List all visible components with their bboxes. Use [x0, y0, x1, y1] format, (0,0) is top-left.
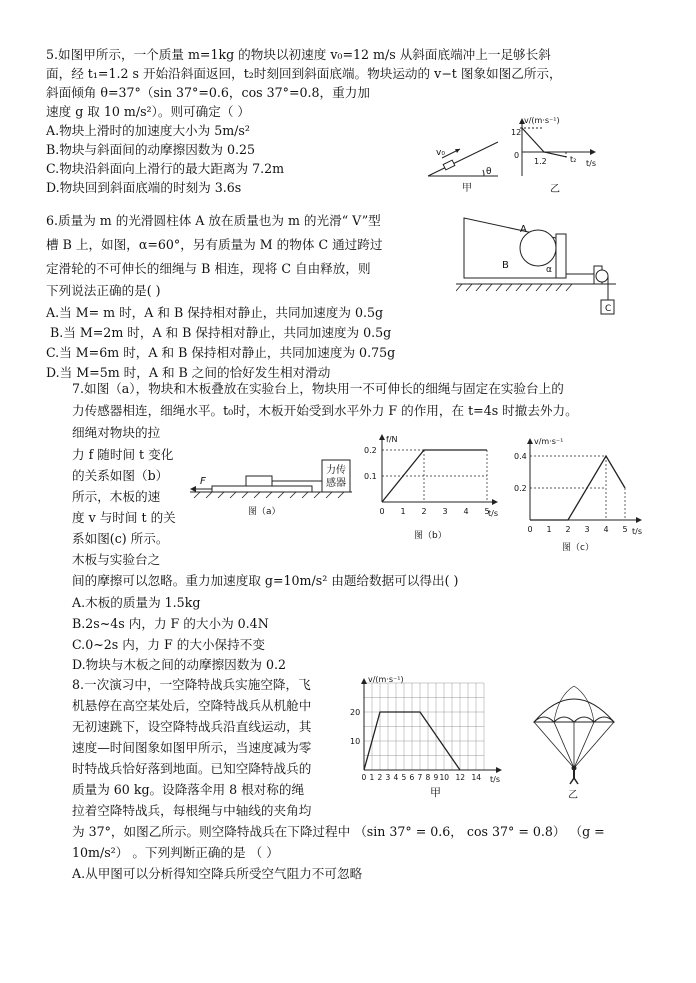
q7-line-2: 力传感器相连，细绳水平。t₀时，木板开始受到水平外力 F 的作用，在 t=4s 时撤去外力。: [72, 403, 578, 418]
q8-xtick-10: 10: [439, 773, 450, 782]
q8-xtick-14: 14: [471, 773, 482, 782]
q7c-ytick-0.2: 0.2: [514, 484, 527, 493]
q6-option-c: C.当 M=6m 时，A 和 B 保持相对静止，共同加速度为 0.75g: [46, 345, 396, 360]
q5-series: [520, 127, 567, 157]
q7-option-b: B.2s~4s 内，力 F 的大小为 0.4N: [72, 616, 269, 631]
q6-line-3: 定滑轮的不可伸长的细绳与 B 相连，现将 C 自由释放，则: [46, 261, 371, 276]
q8-line-1: 8.一次演习中，一空降特战兵实施空降，飞: [72, 677, 311, 692]
q8-ytick-10: 10: [350, 737, 361, 746]
q7-line-3: 细绳对物块的拉: [72, 425, 161, 440]
q5-axis-v-label: v/(m·s⁻¹): [524, 116, 560, 125]
q7b-xtick-3: 3: [442, 507, 448, 516]
q5-line-3: 斜面倾角 θ=37°（sin 37°=0.6，cos 37°=0.8，重力加: [46, 85, 370, 100]
q7b-axis-f-label: f/N: [386, 435, 398, 444]
q7-fig-b-chart: [364, 430, 504, 548]
q7c-xtick-1: 1: [546, 525, 552, 534]
q8-line-4: 速度—时间图象如图甲所示，当速度减为零: [72, 740, 312, 755]
q7-caption-b: 图（b）: [414, 531, 447, 541]
q8-xtick-7: 7: [417, 773, 423, 782]
q7-block: [246, 476, 272, 486]
q5-line-2: 面，经 t₁=1.2 s 开始沿斜面返回，t₂时刻回到斜面底端。物块运动的 v−t 图象如图乙所示，: [46, 66, 562, 81]
q8-xtick-12: 12: [455, 773, 466, 782]
q8-vt-chart: [344, 672, 510, 800]
q6-option-b: B.当 M=2m 时，A 和 B 保持相对静止，共同加速度为 0.5g: [50, 325, 392, 340]
q7-line-9: 木板与实验台之: [72, 552, 161, 567]
q6-option-d: D.当 M=5m 时，A 和 B 之间的恰好发生相对滑动: [46, 365, 331, 380]
q7c-xtick-5: 5: [622, 525, 628, 534]
q8-xtick-0: 0: [361, 773, 367, 782]
q7-line-10: 间的摩擦可以忽略。重力加速度取 g=10m/s² 由题给数据可以得出( ): [72, 573, 459, 588]
q7-sensor-label-1: 力传: [326, 465, 346, 476]
q8-ropes: [534, 722, 614, 768]
q8-line-7: 拉着空降特战兵，每根绳与中轴线的夹角均: [72, 803, 312, 818]
q8-xtick-1: 1: [369, 773, 375, 782]
q6-cylinder-a: [520, 230, 556, 266]
q7b-xtick-2: 2: [421, 507, 427, 516]
q7b-ytick-0.2: 0.2: [364, 446, 377, 455]
q8-axis-v-label: v/(m·s⁻¹): [368, 675, 404, 684]
q7-sensor-label-2: 感器: [326, 478, 346, 489]
q8-xtick-9: 9: [433, 773, 439, 782]
q5-block: [443, 160, 455, 170]
q8-xtick-4: 4: [393, 773, 399, 782]
q6-label-alpha: α: [546, 265, 552, 275]
q8-canopy: [534, 699, 614, 722]
q5-tick-1-2: 1.2: [534, 157, 547, 166]
q6-v-groove-figure: [456, 212, 626, 322]
q8-ytick-20: 20: [350, 708, 361, 717]
q7-fig-a: [186, 456, 358, 522]
q5-caption-jia: 甲: [462, 183, 472, 194]
q5-line-4: 速度 g 取 10 m/s²）。则可确定（ ）: [46, 104, 251, 119]
q5-point-0: [521, 127, 523, 129]
q7-board: [212, 486, 312, 492]
q8-line-8: 为 37°，如图乙所示。则空降特战兵在下降过程中 （sin 37° = 0.6， cos 37° = 0.8） （g =: [72, 824, 605, 839]
q8-caption-yi: 乙: [568, 790, 578, 800]
q7b-xtick-4: 4: [463, 507, 469, 516]
q8-xtick-5: 5: [401, 773, 407, 782]
q7-option-d: D.物块与木板之间的动摩擦因数为 0.2: [72, 657, 286, 672]
q6-line-4: 下列说法正确的是( ): [46, 283, 161, 298]
q8-line-3: 无初速跳下，设空降特战兵沿直线运动，其: [72, 719, 312, 734]
q8-axis-t-label: t/s: [490, 775, 500, 784]
q8-soldier: [570, 766, 578, 785]
q8-xtick-6: 6: [409, 773, 415, 782]
q8-caption-jia: 甲: [430, 786, 441, 799]
q7c-xtick-3: 3: [584, 525, 590, 534]
q7c-axis-v-label: v/m·s⁻¹: [534, 437, 564, 446]
q7b-axis-t-label: t/s: [488, 509, 498, 518]
q7c-xtick-2: 2: [565, 525, 571, 534]
q7b-ytick-0.1: 0.1: [364, 472, 377, 481]
q7-option-a: A.木板的质量为 1.5kg: [72, 595, 201, 610]
q6-line-2: 槽 B 上，如图，α=60°，另有质量为 M 的物体 C 通过跨过: [46, 237, 383, 252]
q6-label-a: A: [520, 224, 527, 235]
q7-fig-c-chart: [514, 432, 646, 556]
q7-line-1: 7.如图（a），物块和木板叠放在实验台上，物块用一不可伸长的细绳与固定在实验台上的: [72, 381, 564, 396]
q7-line-8: 系如图(c) 所示。: [72, 531, 169, 546]
q5-v0-label: v₀: [436, 148, 445, 158]
q6-line-1: 6.质量为 m 的光滑圆柱体 A 放在质量也为 m 的光滑“ V”型: [46, 213, 381, 228]
q5-option-a: A.物块上滑时的加速度大小为 5m/s²: [46, 123, 250, 138]
q8-line-5: 时特战兵恰好落到地面。已知空降特战兵的: [72, 761, 312, 776]
q7b-xtick-5: 5: [484, 507, 490, 516]
q8-line-2: 机悬停在高空某处后，空降特战兵从机舱中: [72, 698, 312, 713]
q5-tick-12: 12: [511, 128, 522, 137]
q7b-xtick-1: 1: [400, 507, 406, 516]
q8-line-9: 10m/s²） 。下列判断正确的是 （ ）: [72, 845, 279, 860]
q6-pulley: [596, 270, 608, 282]
q5-axis-t-label: t/s: [586, 159, 596, 168]
q5-theta-label: θ: [486, 167, 492, 177]
q8-line-6: 质量为 60 kg。设降落伞用 8 根对称的绳: [72, 782, 305, 797]
q8-xtick-8: 8: [425, 773, 431, 782]
q8-xtick-3: 3: [385, 773, 391, 782]
q5-option-d: D.物块回到斜面底端的时刻为 3.6s: [46, 180, 242, 195]
q5-line-1: 5.如图甲所示，一个质量 m=1kg 的物块以初速度 v₀=12 m/s 从斜面底端冲上一足够长斜: [46, 47, 551, 62]
q7-option-c: C.0~2s 内，力 F 的大小保持不变: [72, 637, 265, 652]
q8-xtick-2: 2: [377, 773, 383, 782]
q6-label-c: C: [605, 304, 612, 314]
q5-tick-0: 0: [514, 151, 520, 160]
q7c-xtick-0: 0: [527, 525, 533, 534]
q7c-ytick-0.4: 0.4: [514, 452, 527, 461]
q8-parachute-figure: [528, 682, 620, 800]
q7-line-4: 力 f 随时间 t 变化: [72, 447, 174, 462]
q5-tick-t2: t₂: [570, 155, 577, 164]
q7b-xtick-0: 0: [379, 507, 385, 516]
q5-caption-yi: 乙: [550, 184, 560, 195]
q7-line-5: 的关系如图（b）: [72, 468, 169, 483]
q7c-axis-t-label: t/s: [632, 527, 642, 536]
q8-option-a: A.从甲图可以分析得知空降兵所受空气阻力不可忽略: [72, 866, 363, 881]
q7c-v-line: [530, 456, 625, 520]
q5-option-b: B.物块与斜面间的动摩擦因数为 0.25: [46, 142, 256, 157]
q7-caption-c: 图（c）: [562, 543, 594, 553]
q7-line-6: 所示，木板的速: [72, 489, 161, 504]
q6-label-b: B: [502, 260, 509, 271]
q5-incline-figure: [426, 132, 506, 194]
q7-f-label: F: [200, 476, 206, 487]
q5-point-1: [543, 151, 545, 153]
q7-caption-a: 图（a）: [248, 507, 281, 517]
q6-option-a: A.当 M= m 时，A 和 B 保持相对静止，共同加速度为 0.5g: [46, 305, 384, 320]
q5-vt-chart: [508, 114, 600, 196]
q7-line-7: 度 v 与时间 t 的关: [72, 510, 176, 525]
q7c-xtick-4: 4: [603, 525, 609, 534]
q5-option-c: C.物块沿斜面向上滑行的最大距离为 7.2m: [46, 161, 285, 176]
